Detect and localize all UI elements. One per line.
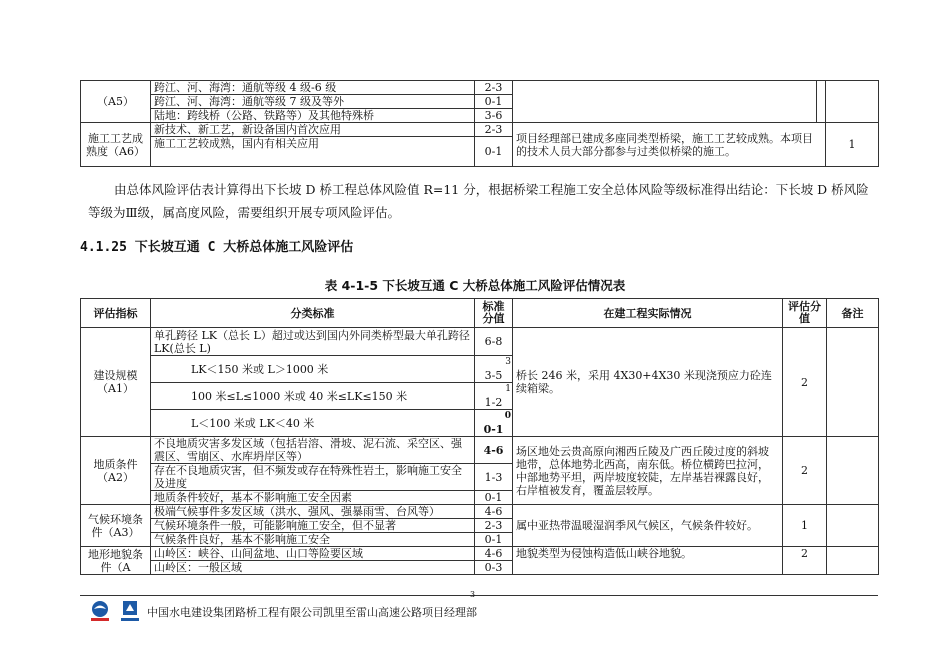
- situation-cell: 桥长 246 米，采用 4X30+4X30 米现浇预应力砼连续箱梁。: [513, 328, 783, 437]
- rating-cell: 1: [783, 505, 827, 547]
- footer-company: 中国水电建设集团路桥工程有限公司凯里至雷山高速公路项目经理部: [147, 606, 477, 619]
- score-cell: 4-6: [475, 505, 513, 519]
- criteria-cell: LK＜150 米或 L＞1000 米: [151, 356, 475, 383]
- header-situation: 在建工程实际情况: [513, 299, 783, 328]
- criteria-cell: 跨江、河、海湾：通航等级 4 级-6 级: [151, 81, 475, 95]
- criteria-cell: 存在不良地质灾害，但不频发或存在特殊性岩土，影响施工安全及进度: [151, 464, 475, 491]
- rating-cell: 2: [783, 328, 827, 437]
- section-heading: 4.1.25 下长坡互通 C 大桥总体施工风险评估: [80, 240, 354, 255]
- risk-assessment-table: [80, 298, 879, 575]
- indicator-a4: 地形地貌条件（A: [81, 547, 151, 575]
- criteria-cell: 地质条件较好，基本不影响施工安全因素: [151, 491, 475, 505]
- indicator-a5: （A5）: [81, 81, 151, 123]
- score-mark: 3: [505, 357, 511, 367]
- criteria-cell: L＜100 米或 LK＜40 米: [151, 410, 475, 437]
- header-note: 备注: [827, 299, 879, 328]
- score-cell: 2-3: [475, 519, 513, 533]
- criteria-cell: 100 米≤L≤1000 米或 40 米≤LK≤150 米: [151, 383, 475, 410]
- footer-divider: [80, 595, 878, 596]
- continued-risk-table: [80, 80, 879, 167]
- score-cell: 1-2: [484, 396, 503, 409]
- score-cell: 4-6: [475, 547, 513, 561]
- criteria-cell: 跨江、河、海湾：通航等级 7 级及等外: [151, 95, 475, 109]
- score-cell: 2-3: [475, 123, 513, 137]
- header-rating: 评估分值: [783, 299, 827, 328]
- situation-cell: 场区地处云贵高原向湘西丘陵及广西丘陵过度的斜坡地带，总体地势北西高，南东低。桥位横跨巴拉河，中部地势平坦，两岸坡度较陡，左岸基岩裸露良好，右岸植被发育，覆盖层较厚。: [513, 437, 783, 505]
- score-cell: 3-5: [484, 369, 503, 382]
- rating-cell: 2: [783, 547, 827, 575]
- score-cell: 0-1: [475, 533, 513, 547]
- header-indicator: 评估指标: [81, 299, 151, 328]
- indicator-a3: 气候环境条件（A3）: [81, 505, 151, 547]
- score-cell: 6-8: [475, 328, 513, 356]
- criteria-cell: 气候条件良好，基本不影响施工安全: [151, 533, 475, 547]
- score-cell: 1-3: [475, 464, 513, 491]
- situation-cell: 项目经理部已建成多座同类型桥梁，施工工艺较成熟。本项目的技术人员大部分都参与过类似桥梁的施工。: [513, 123, 826, 167]
- score-cell: 2-3: [475, 81, 513, 95]
- criteria-cell: 单孔跨径 LK（总长 L）超过或达到国内外同类桥型最大单孔跨径 LK(总长 L): [151, 328, 475, 356]
- criteria-cell: 山岭区：峡谷、山间盆地、山口等险要区域: [151, 547, 475, 561]
- score-mark: 1: [505, 384, 511, 394]
- criteria-cell: 施工工艺较成熟，国内有相关应用: [151, 137, 475, 167]
- criteria-cell: 新技术、新工艺，新设备国内首次应用: [151, 123, 475, 137]
- score-mark: 0: [504, 411, 511, 421]
- conclusion-paragraph: 由总体风险评估表计算得出下长坡 D 桥工程总体风险值 R=11 分，根据桥梁工程施工安全总体风险等级标准得出结论：下长坡 D 桥风险等级为Ⅲ级，属高度风险，需要组织开展专项风险评估。: [88, 182, 869, 220]
- situation-cell: 地貌类型为侵蚀构造低山峡谷地貌。: [513, 547, 783, 575]
- situation-cell: 属中亚热带温暖湿润季风气候区，气候条件较好。: [513, 505, 783, 547]
- criteria-cell: 极端气候事件多发区域（洪水、强风、强暴雨雪、台风等）: [151, 505, 475, 519]
- page-number: 3: [470, 590, 476, 599]
- score-cell: 0-3: [475, 561, 513, 575]
- rating-cell: 2: [783, 437, 827, 505]
- score-cell: 0-1: [475, 137, 513, 167]
- score-cell: 0-1: [483, 423, 504, 436]
- indicator-a1: 建设规模（A1）: [81, 328, 151, 437]
- criteria-cell: 不良地质灾害多发区域（包括岩溶、滑坡、泥石流、采空区、强震区、雪崩区、水库坍岸区等）: [151, 437, 475, 464]
- header-criteria: 分类标准: [151, 299, 475, 328]
- header-score: 标准分值: [475, 299, 513, 328]
- criteria-cell: 气候环境条件一般，可能影响施工安全，但不显著: [151, 519, 475, 533]
- criteria-cell: 山岭区：一般区域: [151, 561, 475, 575]
- sinohydro-logo-icon: [118, 599, 142, 623]
- score-cell: 4-6: [475, 437, 513, 464]
- score-cell: 0-1: [475, 95, 513, 109]
- indicator-a2: 地质条件（A2）: [81, 437, 151, 505]
- rating-cell: 1: [826, 123, 879, 167]
- powerchina-logo-icon: [88, 599, 112, 623]
- criteria-cell: 陆地：跨线桥（公路、铁路等）及其他特殊桥: [151, 109, 475, 123]
- indicator-a6: 施工工艺成熟度（A6）: [81, 123, 151, 167]
- score-cell: 0-1: [475, 491, 513, 505]
- score-cell: 3-6: [475, 109, 513, 123]
- table-title: 表 4-1-5 下长坡互通 C 大桥总体施工风险评估情况表: [324, 278, 626, 293]
